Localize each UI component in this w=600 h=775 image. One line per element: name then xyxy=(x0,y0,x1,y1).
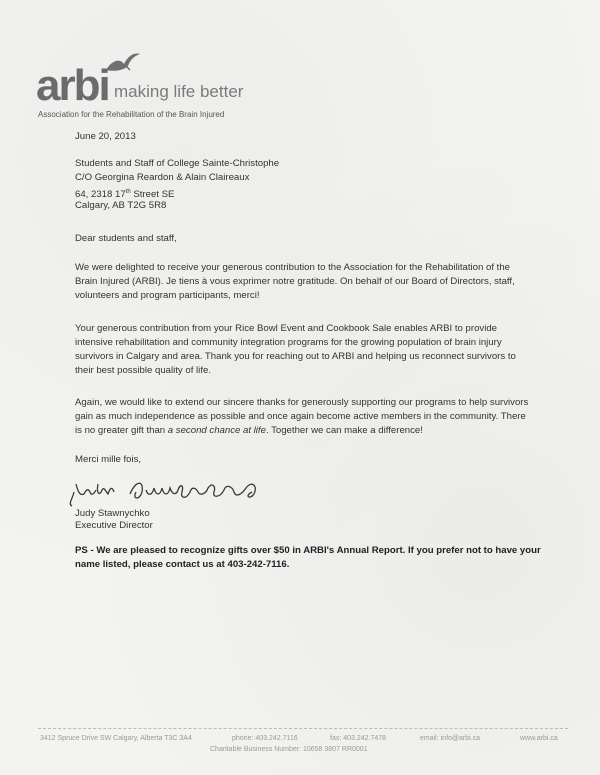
street-name: Street SE xyxy=(130,189,175,201)
footer-phone: phone: 403.242.7116 xyxy=(232,735,298,742)
body-paragraph-2: Your generous contribution from your Rice Bowl Event and Cookbook Sale enables ARBI to provide intensive rehabilitation and community integration programs for the growing population of brain injury survivors in Calgary and area. Thank you for reaching out to ARBI and helping us reconnect survivors to their best possible quality of life. xyxy=(75,323,516,376)
body-paragraph-1: We were delighted to receive your generous contribution to the Association for the Rehabilitation of the Brain Injured (ARBI). Je tiens à vous exprimer notre gratitude. On behalf of our Board of Directors, staff, volunteers and program participants, merci! xyxy=(75,262,515,301)
footer-divider xyxy=(38,728,568,729)
body-paragraph-3 xyxy=(75,396,535,438)
street-number: 64, 2318 17 xyxy=(75,189,126,201)
recipient-line: C/O Georgina Reardon & Alain Claireaux xyxy=(75,172,250,183)
letter-date: June 20, 2013 xyxy=(75,131,136,142)
footer-fax: fax: 403.242.7478 xyxy=(330,735,387,742)
arbi-logo xyxy=(36,50,296,118)
signer-title: Executive Director xyxy=(75,520,153,531)
logo-wordmark: arbi xyxy=(36,61,109,110)
logo-tagline: making life better xyxy=(114,82,244,101)
postscript: PS - We are pleased to recognize gifts over $50 in ARBI's Annual Report. If you prefer not to have your name listed, please contact us at 403-242-7116. xyxy=(75,545,541,570)
recipient-street xyxy=(75,185,535,199)
footer-website: www.arbi.ca xyxy=(520,735,558,742)
street-ordinal: th xyxy=(125,189,131,195)
paragraph-3-text: Again, we would like to extend our sincere thanks for generously supporting our programs to help survivors gain as much independence as possible and once again become active members in the community. There is no greater gift than xyxy=(75,397,529,436)
paragraph-3-end: . Together we can make a difference! xyxy=(265,425,423,436)
recipient-address xyxy=(75,157,535,213)
footer-address: 3412 Spruce Drive SW Calgary, Alberta T3C 3A4 xyxy=(40,735,192,742)
recipient-city: Calgary, AB T2G 5R8 xyxy=(75,200,167,211)
paragraph-3-emphasis: a second chance at life xyxy=(167,425,266,436)
recipient-line: Students and Staff of College Sainte-Christophe xyxy=(75,158,280,169)
salutation: Dear students and staff, xyxy=(75,233,177,244)
footer-email: email: info@arbi.ca xyxy=(420,735,481,742)
footer-charity-number: Charitable Business Number: 10658 3807 RR0001 xyxy=(210,746,368,753)
handwritten-signature xyxy=(66,470,276,510)
organization-name: Association for the Rehabilitation of the Brain Injured xyxy=(38,110,225,119)
closing: Merci mille fois, xyxy=(75,454,142,465)
signer-name: Judy Stawnychko xyxy=(75,508,150,519)
